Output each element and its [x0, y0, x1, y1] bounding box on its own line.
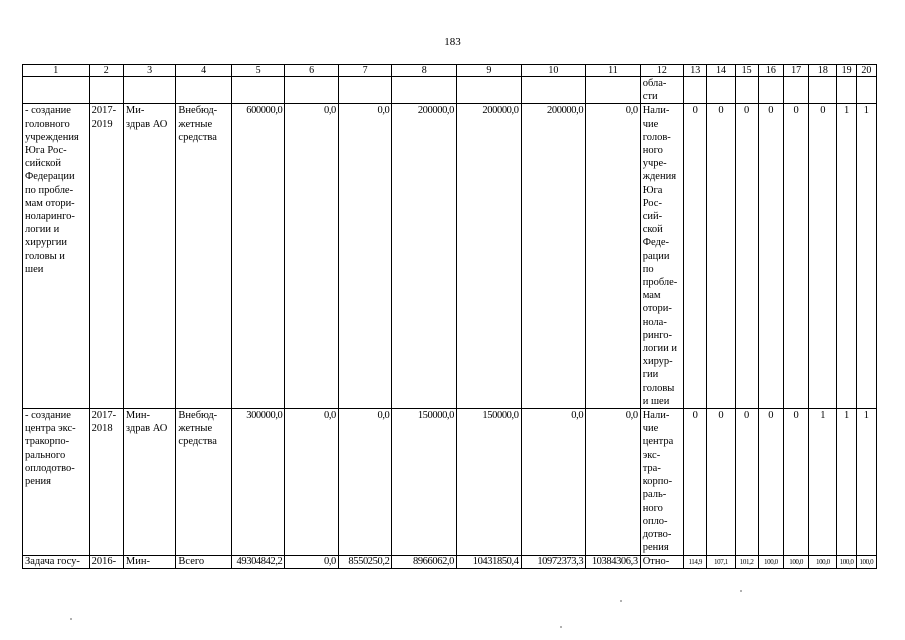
target-value: 1	[809, 409, 837, 556]
scan-speck	[560, 626, 562, 628]
funding-source: Всего	[176, 556, 232, 569]
col-num: 6	[285, 65, 339, 77]
amount-total: 49304842,2	[231, 556, 285, 569]
page-number: 183	[444, 36, 461, 48]
target-value: 1	[856, 104, 876, 409]
amount-year: 150000,0	[392, 409, 457, 556]
years: 2017- 2019	[89, 104, 123, 409]
col-num: 20	[856, 65, 876, 77]
measure-name: - создание центра экс- тракорпо- рального оплодотво- рения	[23, 409, 90, 556]
col-num: 12	[640, 65, 683, 77]
target-value: 101,2	[735, 556, 758, 569]
table-row	[23, 104, 877, 409]
target-value: 100,0	[837, 556, 856, 569]
amount-year: 0,0	[338, 104, 392, 409]
amount-year: 200000,0	[457, 104, 522, 409]
amount-year: 0,0	[586, 409, 641, 556]
scan-speck	[70, 618, 72, 620]
target-value: 100,0	[758, 556, 783, 569]
program-table	[22, 64, 877, 569]
amount-year: 10431850,4	[457, 556, 522, 569]
col-num: 2	[89, 65, 123, 77]
executor: Мин- здрав АО	[123, 409, 175, 556]
col-num: 18	[809, 65, 837, 77]
amount-total: 600000,0	[231, 104, 285, 409]
target-value: 0	[758, 409, 783, 556]
continuation-row	[23, 77, 877, 104]
target-value: 107,1	[707, 556, 735, 569]
scan-speck	[620, 600, 622, 602]
target-value: 0	[758, 104, 783, 409]
amount-year: 0,0	[586, 104, 641, 409]
amount-year: 200000,0	[521, 104, 586, 409]
amount-year: 0,0	[521, 409, 586, 556]
target-value: 0	[735, 409, 758, 556]
target-value: 100,0	[784, 556, 809, 569]
col-num: 8	[392, 65, 457, 77]
target-value: 100,0	[856, 556, 876, 569]
target-value: 114,9	[684, 556, 707, 569]
col-num: 15	[735, 65, 758, 77]
indicator-name: Отно-	[640, 556, 683, 569]
target-value: 0	[684, 409, 707, 556]
col-num: 9	[457, 65, 522, 77]
target-value: 1	[837, 104, 856, 409]
executor: Ми- здрав АО	[123, 104, 175, 409]
target-value: 0	[707, 409, 735, 556]
target-value: 0	[784, 104, 809, 409]
measure-name: - создание головного учреждения Юга Рос- сийской Федерации по пробле- мам отори- ноларинго- логии и хирургии головы и шеи	[23, 104, 90, 409]
col-num: 10	[521, 65, 586, 77]
amount-year: 200000,0	[392, 104, 457, 409]
target-value: 0	[735, 104, 758, 409]
target-value: 0	[707, 104, 735, 409]
amount-year: 150000,0	[457, 409, 522, 556]
target-value: 1	[856, 409, 876, 556]
indicator-name: Нали- чие голов- ного учре- ждения Юга Рос- сий- ской Феде- рации по пробле- мам отори- нола- ринго- логии и хирур- гии головы и шеи	[640, 104, 683, 409]
col-num: 17	[784, 65, 809, 77]
target-value: 1	[837, 409, 856, 556]
col-num: 19	[837, 65, 856, 77]
col-num: 7	[338, 65, 392, 77]
target-value: 0	[784, 409, 809, 556]
col-num: 14	[707, 65, 735, 77]
amount-year: 8550250,2	[338, 556, 392, 569]
amount-year: 10972373,3	[521, 556, 586, 569]
col-num: 3	[123, 65, 175, 77]
amount-total: 300000,0	[231, 409, 285, 556]
target-value: 0	[809, 104, 837, 409]
years: 2017- 2018	[89, 409, 123, 556]
col-num: 11	[586, 65, 641, 77]
amount-year: 0,0	[285, 104, 339, 409]
col-num: 1	[23, 65, 90, 77]
amount-year: 10384306,3	[586, 556, 641, 569]
executor: Мин-	[123, 556, 175, 569]
amount-year: 0,0	[285, 556, 339, 569]
amount-year: 0,0	[338, 409, 392, 556]
col-num: 5	[231, 65, 285, 77]
amount-year: 8966062,0	[392, 556, 457, 569]
years: 2016-	[89, 556, 123, 569]
funding-source: Внебюд- жетные средства	[176, 104, 232, 409]
amount-year: 0,0	[285, 409, 339, 556]
target-value: 100,0	[809, 556, 837, 569]
col-num: 13	[684, 65, 707, 77]
target-value: 0	[684, 104, 707, 409]
col-num: 4	[176, 65, 232, 77]
indicator-name: Нали- чие центра экс- тра- корпо- раль- ного опло- дотво- рения	[640, 409, 683, 556]
funding-source: Внебюд- жетные средства	[176, 409, 232, 556]
scan-speck	[740, 590, 742, 592]
measure-name: Задача госу-	[23, 556, 90, 569]
col-num: 16	[758, 65, 783, 77]
table-row	[23, 409, 877, 556]
indicator-continuation: обла- сти	[640, 77, 683, 104]
column-number-row	[23, 65, 877, 77]
table-row	[23, 556, 877, 569]
